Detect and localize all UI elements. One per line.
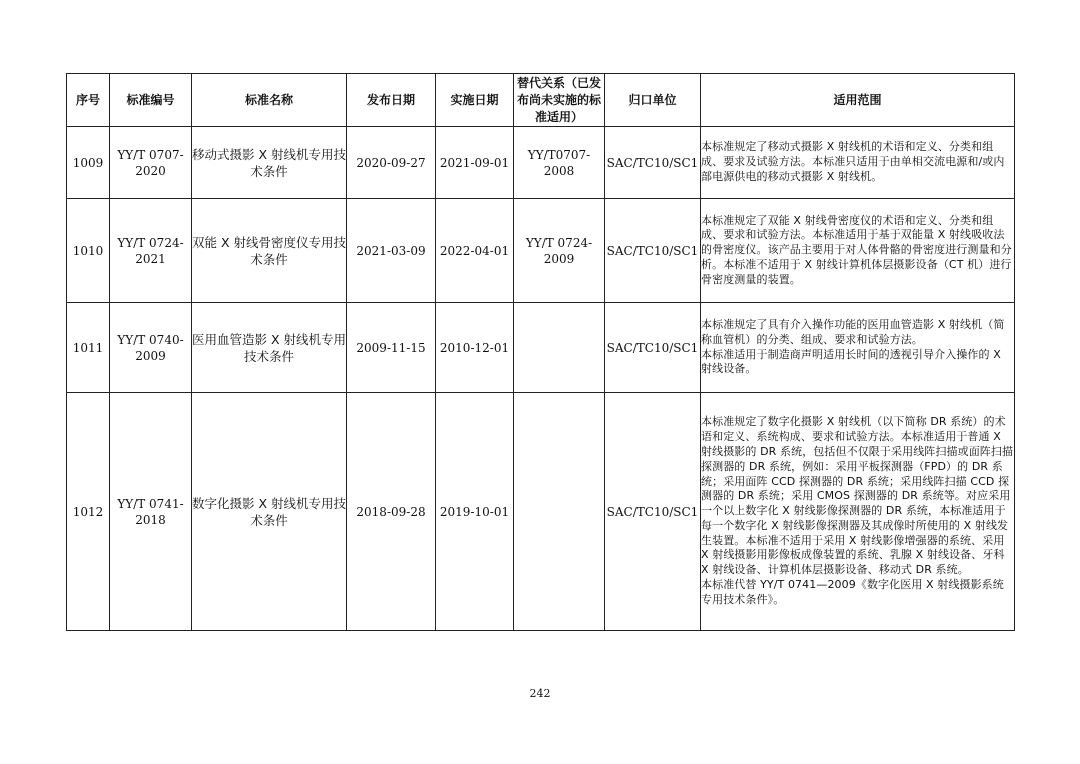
row-no: 1009 <box>67 127 110 199</box>
header-scope: 适用范围 <box>701 74 1015 127</box>
header-impl-date: 实施日期 <box>436 74 514 127</box>
row-unit: SAC/TC10/SC1 <box>605 127 701 199</box>
scope-paragraph: 本标准规定了数字化摄影 X 射线机（以下简称 DR 系统）的术语和定义、系统构成、要求和试验方法。本标准适用于普通 X 射线摄影的 DR 系统，包括但不仅限于采用线阵扫描或面阵扫描探测器的 DR 系统，例如：采用平板探测器（FPD）的 DR 系统；采用面阵 CCD 探测器的 DR 系统；采用线阵扫描 CCD 探测器的 DR 系统；采用 CMOS 探测器的 DR 系统等。对应采用一个以上数字化 X 射线影像探测器的 DR 系统，本标准适用于每一个数字化 X 射线影像探测器及其成像时所使用的 X 射线发生装置。本标准不适用于采用 X 射线影像增强器的系统、采用 X 射线摄影用影像板成像装置的系统、乳腺 X 射线设备、牙科 X 射线设备、计算机体层摄影设备、移动式 DR 系统。 <box>701 415 1014 577</box>
header-unit: 归口单位 <box>605 74 701 127</box>
header-code: 标准编号 <box>110 74 192 127</box>
row-scope <box>701 199 1015 303</box>
row-pub-date: 2018-09-28 <box>347 393 436 631</box>
scope-paragraph: 本标准规定了移动式摄影 X 射线机的术语和定义、分类和组成、要求及试验方法。本标准只适用于由单相交流电源和/或内部电源供电的移动式摄影 X 射线机。 <box>701 140 1005 183</box>
row-replaces <box>514 393 605 631</box>
row-pub-date: 2009-11-15 <box>347 303 436 393</box>
table-row <box>67 127 1015 199</box>
page-number: 242 <box>529 687 551 700</box>
scope-paragraph: 本标准规定了双能 X 射线骨密度仪的术语和定义、分类和组成、要求和试验方法。本标准适用于基于双能量 X 射线吸收法的骨密度仪。该产品主要用于对人体骨骼的骨密度进行测量和分析。本标准不适用于 X 射线计算机体层摄影设备（CT 机）进行骨密度测量的装置。 <box>701 213 1012 286</box>
row-pub-date: 2021-03-09 <box>347 199 436 303</box>
table-row <box>67 303 1015 393</box>
row-no: 1011 <box>67 303 110 393</box>
header-no: 序号 <box>67 74 110 127</box>
row-name: 数字化摄影 X 射线机专用技术条件 <box>192 393 347 631</box>
scope-paragraph: 本标准规定了具有介入操作功能的医用血管造影 X 射线机（简称血管机）的分类、组成、要求和试验方法。 <box>701 317 1005 346</box>
row-no: 1012 <box>67 393 110 631</box>
row-scope <box>701 303 1015 393</box>
row-no: 1010 <box>67 199 110 303</box>
standards-table <box>66 73 1015 631</box>
scope-paragraph: 本标准代替 YY/T 0741—2009《数字化医用 X 射线摄影系统专用技术条件》。 <box>701 578 1004 606</box>
row-code: YY/T 0741-2018 <box>110 393 192 631</box>
row-pub-date: 2020-09-27 <box>347 127 436 199</box>
row-unit: SAC/TC10/SC1 <box>605 199 701 303</box>
row-code: YY/T 0707-2020 <box>110 127 192 199</box>
table-row <box>67 393 1015 631</box>
row-unit: SAC/TC10/SC1 <box>605 393 701 631</box>
row-name: 移动式摄影 X 射线机专用技术条件 <box>192 127 347 199</box>
row-impl-date: 2021-09-01 <box>436 127 514 199</box>
row-scope <box>701 127 1015 199</box>
header-replaces: 替代关系（已发布尚未实施的标准适用） <box>514 74 605 127</box>
row-name: 医用血管造影 X 射线机专用技术条件 <box>192 303 347 393</box>
row-scope <box>701 393 1015 631</box>
header-row <box>67 74 1015 127</box>
row-replaces: YY/T0707-2008 <box>514 127 605 199</box>
scope-paragraph: 本标准适用于制造商声明适用长时间的透视引导介入操作的 X 射线设备。 <box>701 347 1001 376</box>
row-name: 双能 X 射线骨密度仪专用技术条件 <box>192 199 347 303</box>
row-impl-date: 2022-04-01 <box>436 199 514 303</box>
row-impl-date: 2010-12-01 <box>436 303 514 393</box>
row-unit: SAC/TC10/SC1 <box>605 303 701 393</box>
header-pub-date: 发布日期 <box>347 74 436 127</box>
header-name: 标准名称 <box>192 74 347 127</box>
row-code: YY/T 0740-2009 <box>110 303 192 393</box>
table-row <box>67 199 1015 303</box>
row-replaces <box>514 303 605 393</box>
row-replaces: YY/T 0724-2009 <box>514 199 605 303</box>
row-code: YY/T 0724-2021 <box>110 199 192 303</box>
row-impl-date: 2019-10-01 <box>436 393 514 631</box>
